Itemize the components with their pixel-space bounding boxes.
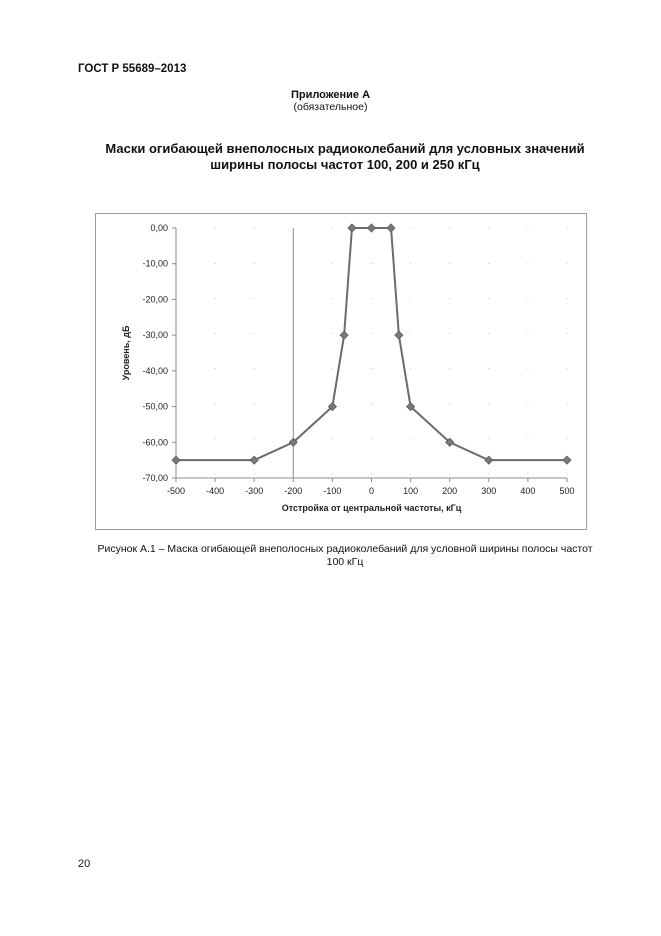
x-tick-label: -300: [245, 486, 264, 496]
data-point: [340, 331, 348, 339]
section-title-line2: ширины полосы частот 100, 200 и 250 кГц: [210, 157, 480, 172]
chart-series: [172, 224, 571, 464]
y-tick-label: -10,00: [142, 258, 168, 269]
y-tick-label: -20,00: [142, 294, 168, 305]
x-tick-label: 0: [368, 486, 375, 496]
x-tick-label: 500: [559, 486, 575, 496]
y-axis-label: Уровень, дБ: [121, 325, 131, 381]
figure-caption: [70, 543, 620, 569]
data-point: [348, 224, 356, 232]
data-point: [368, 224, 376, 232]
y-tick-label: -70,00: [142, 473, 168, 483]
x-axis-label: Отстройка от центральной частоты, кГц: [281, 503, 462, 513]
y-tick-label: -30,00: [142, 330, 168, 341]
appendix-title: Приложение А: [290, 89, 371, 101]
section-title-line1: Маски огибающей внеполосных радиоколебаний для условных значений: [105, 141, 585, 156]
data-point: [485, 456, 493, 464]
y-tick-label: -50,00: [142, 401, 168, 412]
data-point: [563, 456, 571, 464]
chart-labels: [121, 223, 575, 513]
x-tick-label: -400: [206, 486, 225, 496]
data-point: [172, 456, 180, 464]
x-tick-label: 300: [481, 486, 497, 496]
chart-axes: [172, 228, 567, 482]
data-point: [387, 224, 395, 232]
x-tick-label: 100: [403, 486, 419, 496]
x-tick-label: -100: [323, 486, 342, 496]
page-number: 20: [78, 858, 91, 870]
appendix-note: (обязательное): [293, 101, 368, 113]
x-tick-label: -200: [284, 486, 303, 496]
section-title: [80, 141, 610, 173]
y-tick-label: -40,00: [142, 365, 168, 376]
series-line: [176, 228, 567, 460]
data-point: [395, 331, 403, 339]
data-point: [250, 456, 258, 464]
figure-caption-line1: Рисунок А.1 – Маска огибающей внеполосных радиоколебаний для условной ширины полосы частот: [97, 543, 593, 555]
figure-caption-line2: 100 кГц: [326, 556, 364, 568]
document-code: ГОСТ Р 55689–2013: [78, 63, 187, 75]
x-tick-label: -500: [166, 486, 186, 496]
chart-grid: [215, 228, 567, 478]
x-tick-label: 200: [442, 486, 458, 496]
x-tick-label: 400: [520, 486, 536, 496]
mask-chart: [96, 214, 586, 529]
y-tick-label: -60,00: [142, 437, 168, 448]
chart-frame: [95, 213, 587, 530]
y-tick-label: 0,00: [150, 223, 168, 233]
